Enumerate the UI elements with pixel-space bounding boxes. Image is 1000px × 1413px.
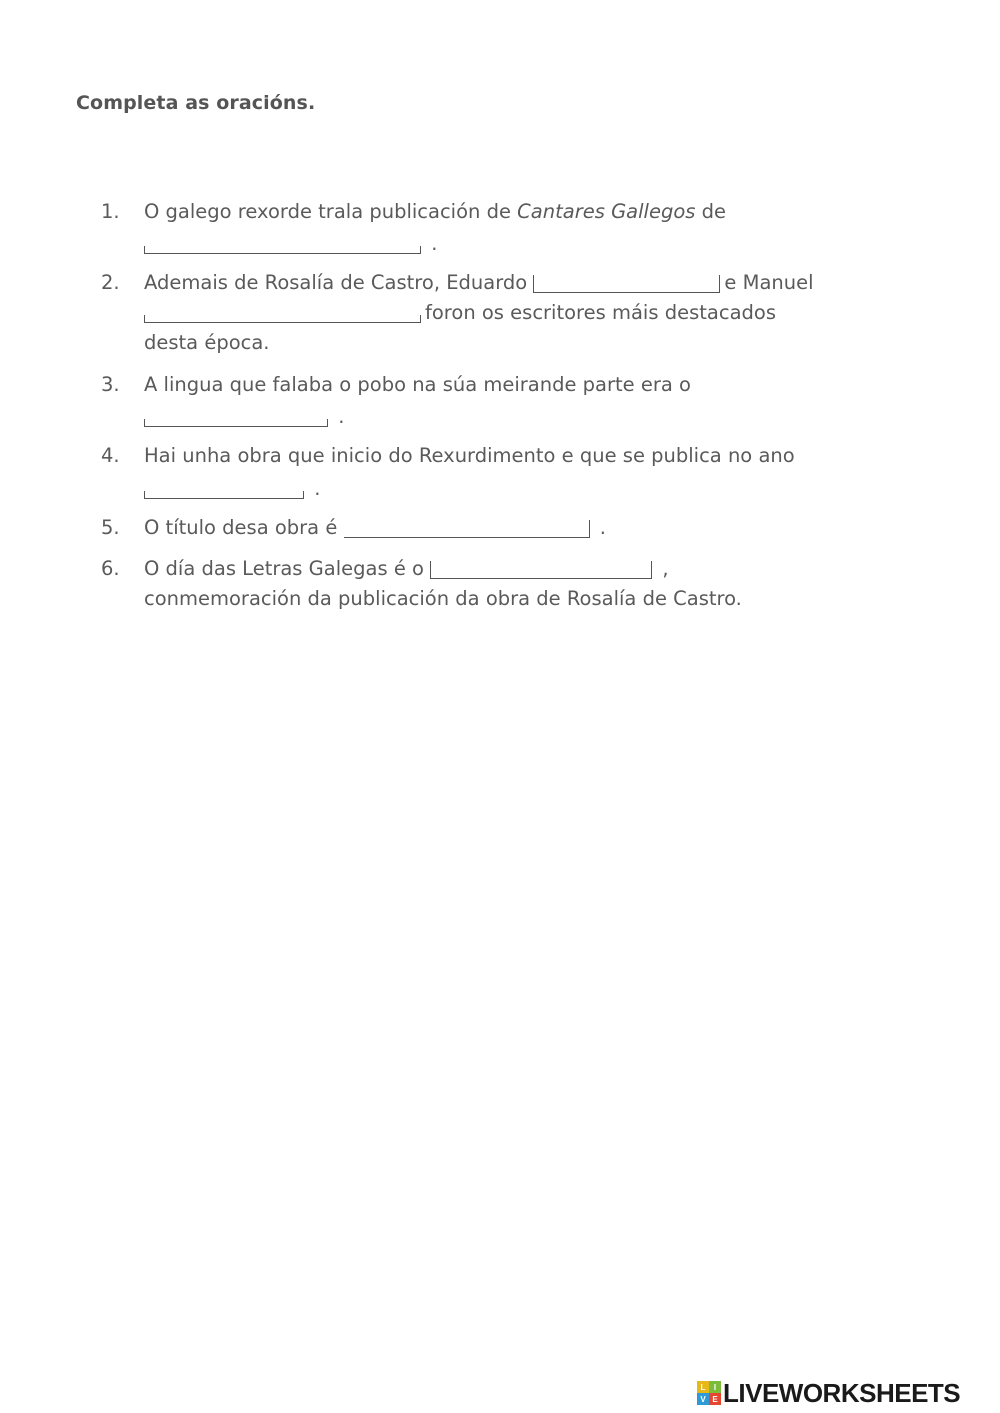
item-2-answer-blank-manuel[interactable] xyxy=(144,315,421,323)
item-6-number: 6. xyxy=(101,557,120,580)
item-5-text: O título desa obra é xyxy=(144,516,344,539)
item-6-text: O día das Letras Galegas é o xyxy=(144,557,431,580)
item-5-answer-blank[interactable] xyxy=(344,520,590,538)
item-4-number: 4. xyxy=(101,444,120,467)
item-3-number: 3. xyxy=(101,373,120,396)
item-1-line-2 xyxy=(144,232,437,256)
item-2-line-2 xyxy=(144,301,776,325)
item-1-punct: . xyxy=(431,232,438,255)
item-6-answer-blank[interactable] xyxy=(430,561,652,579)
liveworksheets-logo xyxy=(697,1378,960,1408)
logo-letter-i: I xyxy=(709,1381,721,1393)
item-3-line-2 xyxy=(144,405,344,429)
item-2-answer-blank-eduardo[interactable] xyxy=(533,275,720,293)
liveworksheets-logo-text: LIVEWORKSHEETS xyxy=(723,1377,961,1408)
logo-letter-e: E xyxy=(709,1393,721,1405)
item-2-line-3: desta época. xyxy=(144,331,270,354)
item-2-line-1 xyxy=(144,271,814,295)
item-2-text-2: foron os escritores máis destacados xyxy=(425,301,776,324)
item-1-number: 1. xyxy=(101,200,120,223)
item-3-answer-blank[interactable] xyxy=(144,419,328,427)
liveworksheets-logo-icon xyxy=(697,1381,721,1405)
item-1-text-end: de xyxy=(695,200,727,223)
logo-letter-v: V xyxy=(697,1393,709,1405)
worksheet-title: Completa as oracións. xyxy=(76,92,316,114)
item-1-answer-blank[interactable] xyxy=(144,246,421,254)
item-2-number: 2. xyxy=(101,271,120,294)
item-6-punct: , xyxy=(662,557,669,580)
item-4-line-1: Hai unha obra que inicio do Rexurdimento e que se publica no ano xyxy=(144,444,795,467)
item-2-text-end: e Manuel xyxy=(724,271,814,294)
item-3-punct: . xyxy=(338,405,345,428)
item-1-text: O galego rexorde trala publicación de xyxy=(144,200,518,223)
item-1-italic-title: Cantares Gallegos xyxy=(517,200,696,223)
item-5-punct: . xyxy=(599,516,606,539)
item-6-line-1 xyxy=(144,557,669,581)
item-3-line-1: A lingua que falaba o pobo na súa meirande parte era o xyxy=(144,373,691,396)
item-1-line-1 xyxy=(144,200,726,224)
item-4-punct: . xyxy=(314,477,321,500)
item-6-line-2: conmemoración da publicación da obra de Rosalía de Castro. xyxy=(144,587,742,610)
item-4-answer-blank[interactable] xyxy=(144,491,304,499)
item-5-line-1 xyxy=(144,516,606,540)
item-4-line-2 xyxy=(144,477,320,501)
item-5-number: 5. xyxy=(101,516,120,539)
logo-letter-l: L xyxy=(697,1381,709,1393)
item-2-text: Ademais de Rosalía de Castro, Eduardo xyxy=(144,271,534,294)
